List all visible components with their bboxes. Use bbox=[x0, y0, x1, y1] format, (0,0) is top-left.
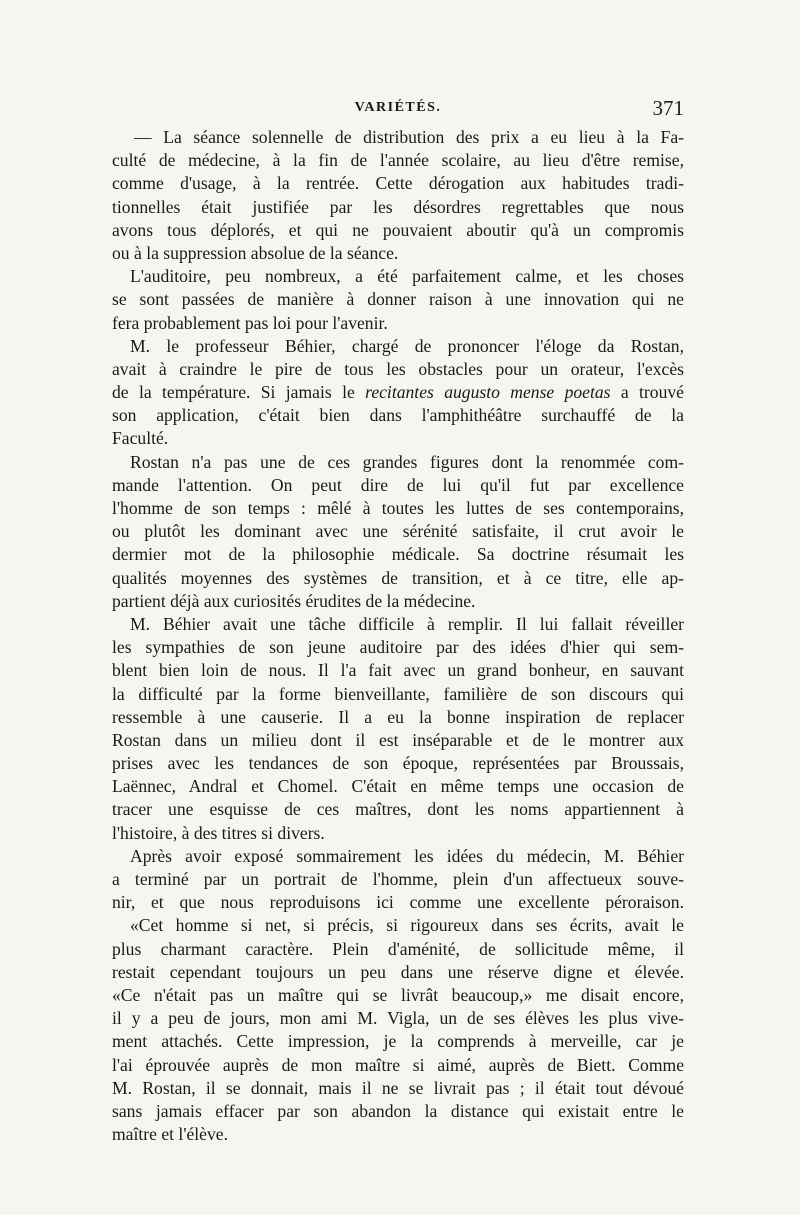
text-line: tracer une esquisse de ces maîtres, dont les noms appartiennent à bbox=[112, 799, 684, 820]
text-line: Faculté. bbox=[112, 428, 169, 449]
text-line: prises avec les tendances de son époque, représentées par Broussais, bbox=[112, 753, 684, 774]
text-line: avait à craindre le pire de tous les obstacles pour un orateur, l'excès bbox=[112, 358, 684, 379]
text-line: — La séance solennelle de distribution des prix a eu lieu à la Fa- bbox=[134, 127, 684, 147]
text-line: partient déjà aux curiosités érudites de la médecine. bbox=[112, 590, 476, 611]
text-line: la difficulté par la forme bienveillante, familière de son discours qui bbox=[112, 683, 684, 704]
text-line: qualités moyennes des systèmes de transition, et à ce titre, elle ap- bbox=[112, 567, 684, 588]
text-line: L'auditoire, peu nombreux, a été parfaitement calme, et les choses bbox=[130, 266, 684, 287]
text-line: maître et l'élève. bbox=[112, 1124, 229, 1145]
text-line: se sont passées de manière à donner raison à une innovation qui ne bbox=[112, 289, 684, 310]
text-line: plus charmant caractère. Plein d'aménité, de sollicitude même, il bbox=[112, 938, 684, 959]
text-line: a terminé par un portrait de l'homme, plein d'un affectueux souve- bbox=[112, 869, 684, 889]
latin-quote: recitantes augusto mense poetas bbox=[365, 382, 611, 403]
text-line: Rostan n'a pas une de ces grandes figures dont la renommée com- bbox=[130, 451, 684, 472]
text-line: l'histoire, à des titres si divers. bbox=[112, 822, 325, 843]
page-number: 371 bbox=[652, 96, 684, 120]
text-line: Après avoir exposé sommairement les idées du médecin, M. Béhier bbox=[130, 845, 684, 866]
text-line: de la température. Si jamais le recitantes augusto mense poetas a trouvé bbox=[112, 382, 684, 403]
text-line: Rostan dans un milieu dont il est inséparable et de le montrer aux bbox=[112, 729, 684, 750]
text-line: sans jamais effacer par son abandon la distance qui existait entre le bbox=[112, 1100, 684, 1121]
text-line: culté de médecine, à la fin de l'année scolaire, au lieu d'être remise, bbox=[112, 150, 684, 171]
page-header bbox=[112, 96, 684, 124]
text-line: tionnelles était justifiée par les désordres regrettables que nous bbox=[112, 196, 684, 217]
text-line: comme d'usage, à la rentrée. Cette dérogation aux habitudes tradi- bbox=[112, 173, 684, 194]
text-line: «Ce n'était pas un maître qui se livrât beaucoup,» me disait encore, bbox=[112, 984, 684, 1005]
text-line: son application, c'était bien dans l'amphithéâtre surchauffé de la bbox=[112, 405, 684, 426]
text-line: l'ai éprouvée auprès de mon maître si aimé, auprès de Biett. Comme bbox=[112, 1054, 684, 1075]
text-line: M. Béhier avait une tâche difficile à remplir. Il lui fallait réveiller bbox=[130, 613, 684, 634]
text-line: «Cet homme si net, si précis, si rigoureux dans ses écrits, avait le bbox=[130, 915, 684, 936]
text-line: M. Rostan, il se donnait, mais il ne se livrait pas ; il était tout dévoué bbox=[112, 1077, 684, 1098]
text-line: avons tous déplorés, et qui ne pouvaient aboutir qu'à un compromis bbox=[112, 219, 684, 240]
text-line: ment attachés. Cette impression, je la comprends à merveille, car je bbox=[112, 1031, 684, 1052]
text-line: restait cependant toujours un peu dans une réserve digne et élevée. bbox=[112, 961, 684, 982]
text-line: nir, et que nous reproduisons ici comme une excellente péroraison. bbox=[112, 892, 684, 913]
text-line: Laënnec, Andral et Chomel. C'était en même temps une occasion de bbox=[112, 776, 684, 797]
article-text bbox=[112, 126, 684, 1146]
text-line: blent bien loin de nous. Il l'a fait avec un grand bonheur, en sauvant bbox=[112, 660, 684, 681]
text-line: ou à la suppression absolue de la séance. bbox=[112, 242, 399, 263]
text-line: l'homme de son temps : mêlé à toutes les luttes de ses contemporains, bbox=[112, 498, 684, 518]
text-line: ressemble à une causerie. Il a eu la bonne inspiration de replacer bbox=[112, 706, 684, 727]
text-line: mande l'attention. On peut dire de lui qu'il fut par excellence bbox=[112, 474, 684, 495]
text-line: fera probablement pas loi pour l'avenir. bbox=[112, 312, 388, 333]
text-line: les sympathies de son jeune auditoire par des idées d'hier qui sem- bbox=[112, 637, 684, 658]
running-title: VARIÉTÉS. bbox=[354, 100, 442, 115]
text-line: il y a peu de jours, mon ami M. Vigla, un de ses élèves les plus vive- bbox=[112, 1008, 684, 1029]
text-line: ou plutôt les dominant avec une sérénité satisfaite, il crut avoir le bbox=[112, 521, 684, 542]
text-line: dermier mot de la philosophie médicale. Sa doctrine résumait les bbox=[112, 544, 684, 565]
text-line: M. le professeur Béhier, chargé de prononcer l'éloge da Rostan, bbox=[130, 335, 684, 356]
